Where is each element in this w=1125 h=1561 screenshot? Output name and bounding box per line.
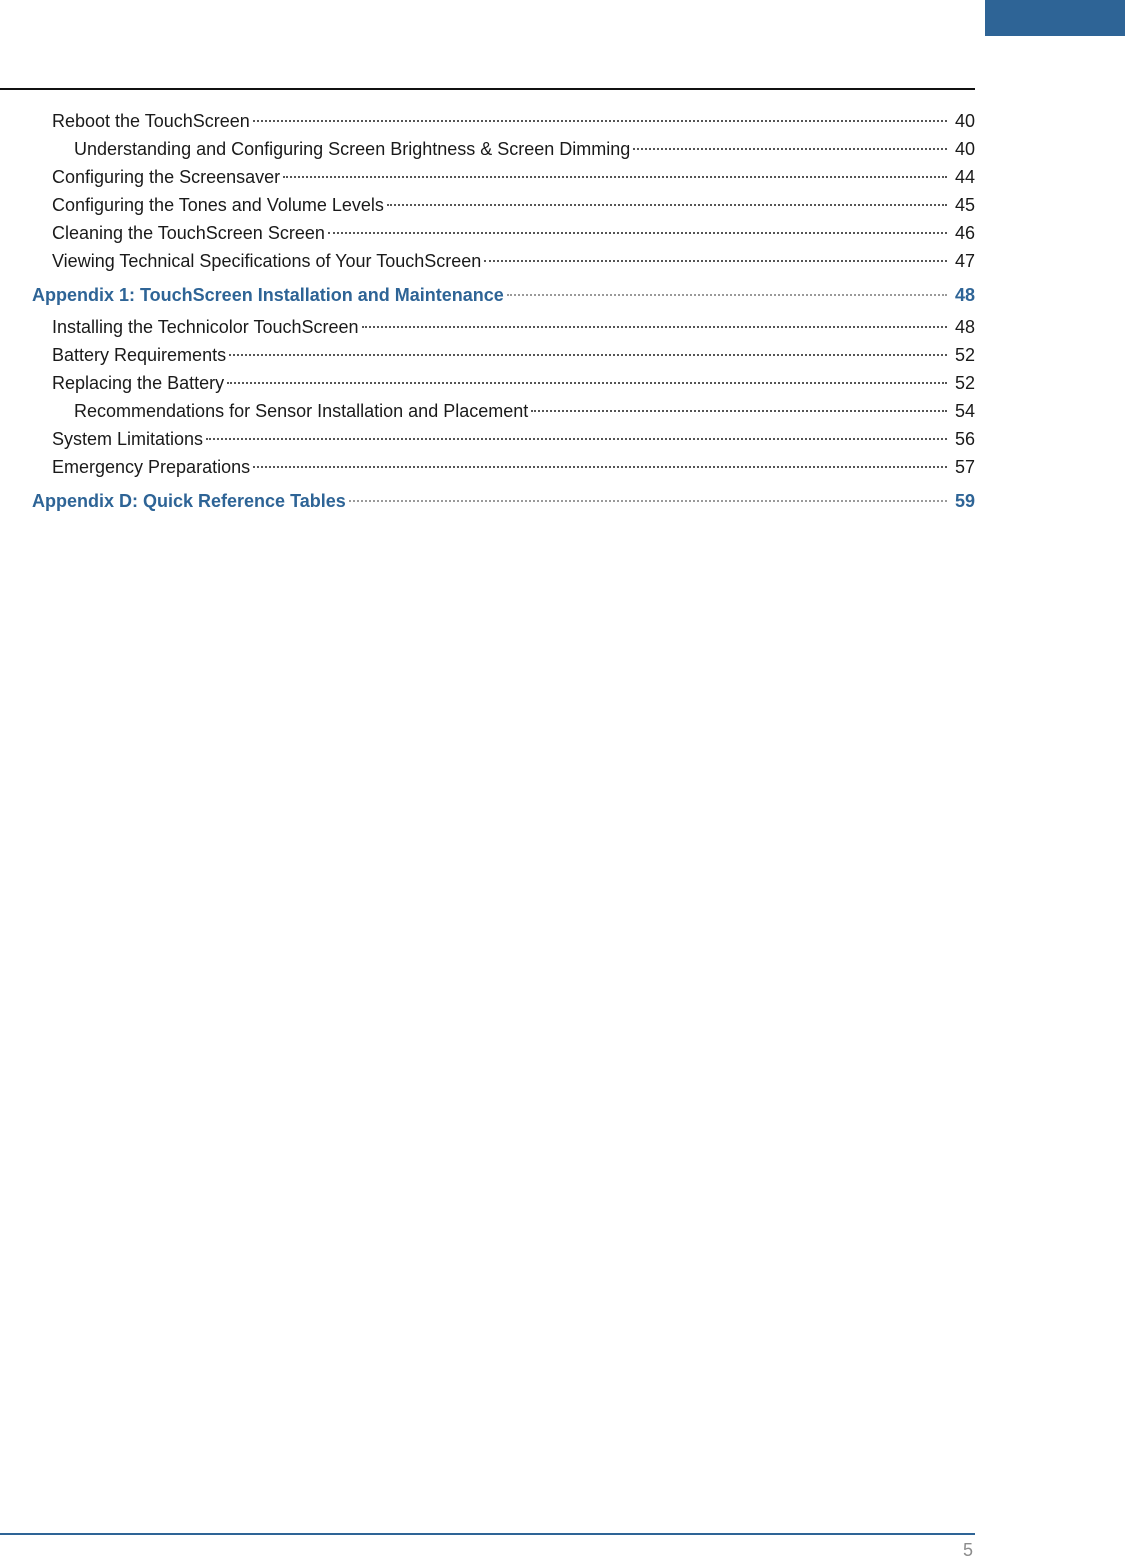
toc-entry-page: 48 (954, 317, 975, 337)
toc-entry-page: 54 (954, 401, 975, 421)
toc-entry-page: 48 (954, 285, 975, 305)
toc-dot-leader (283, 176, 947, 178)
toc-entry-page: 47 (954, 251, 975, 271)
toc-dot-leader (507, 294, 947, 296)
toc-entry-title: Reboot the TouchScreen (52, 111, 250, 131)
toc-entry-title: System Limitations (52, 429, 204, 449)
toc-dot-leader (206, 438, 947, 440)
toc-entry-title: Appendix D: Quick Reference Tables (32, 491, 346, 511)
toc-dot-leader (349, 500, 947, 502)
toc-entry-title: Appendix 1: TouchScreen Installation and Maintenance (32, 285, 504, 305)
toc-entry-installing-touchscreen[interactable] (0, 313, 975, 341)
toc-entry-page: 52 (954, 373, 975, 393)
toc-entry-title: Configuring the Screensaver (52, 167, 281, 187)
toc-entry-system-limitations[interactable] (0, 425, 975, 453)
toc-entry-screensaver[interactable] (0, 163, 975, 191)
toc-entry-page: 40 (954, 139, 975, 159)
toc-entry-page: 40 (954, 111, 975, 131)
toc-dot-leader (633, 148, 947, 150)
page-number: 5 (962, 1540, 973, 1560)
toc-entry-title: Emergency Preparations (52, 457, 251, 477)
footer-divider (0, 1533, 975, 1535)
toc-entry-replacing-battery[interactable] (0, 369, 975, 397)
toc-entry-title: Replacing the Battery (52, 373, 225, 393)
toc-entry-page: 52 (954, 345, 975, 365)
toc-dot-leader (253, 466, 947, 468)
toc-entry-page: 46 (954, 223, 975, 243)
toc-dot-leader (229, 354, 947, 356)
toc-dot-leader (531, 410, 947, 412)
toc-entry-title: Understanding and Configuring Screen Brightness & Screen Dimming (74, 139, 631, 159)
toc-entry-title: Configuring the Tones and Volume Levels (52, 195, 384, 215)
header-corner-tab (985, 0, 1125, 36)
toc-entry-battery-requirements[interactable] (0, 341, 975, 369)
toc-entry-title: Recommendations for Sensor Installation and Placement (74, 401, 529, 421)
toc-entry-page: 45 (954, 195, 975, 215)
toc-entry-emergency-preparations[interactable] (0, 453, 975, 481)
toc-entry-technical-specifications[interactable] (0, 247, 975, 275)
header-divider (0, 88, 975, 90)
toc-entry-sensor-installation[interactable] (0, 397, 975, 425)
toc-entry-page: 56 (954, 429, 975, 449)
toc-entry-title: Cleaning the TouchScreen Screen (52, 223, 325, 243)
toc-dot-leader (362, 326, 947, 328)
toc-dot-leader (387, 204, 947, 206)
toc-entry-appendix-1[interactable] (0, 277, 975, 313)
toc-entry-title: Battery Requirements (52, 345, 227, 365)
toc-entry-appendix-d[interactable] (0, 483, 975, 519)
toc-entry-title: Installing the Technicolor TouchScreen (52, 317, 359, 337)
table-of-contents (0, 107, 975, 519)
toc-entry-reboot-touchscreen[interactable] (0, 107, 975, 135)
toc-entry-cleaning-screen[interactable] (0, 219, 975, 247)
toc-entry-page: 59 (954, 491, 975, 511)
toc-entry-page: 44 (954, 167, 975, 187)
toc-entry-screen-brightness[interactable] (0, 135, 975, 163)
toc-dot-leader (328, 232, 947, 234)
toc-entry-title: Viewing Technical Specifications of Your TouchScreen (52, 251, 482, 271)
toc-dot-leader (253, 120, 947, 122)
toc-dot-leader (484, 260, 947, 262)
toc-entry-page: 57 (954, 457, 975, 477)
toc-entry-tones-volume[interactable] (0, 191, 975, 219)
toc-dot-leader (227, 382, 947, 384)
